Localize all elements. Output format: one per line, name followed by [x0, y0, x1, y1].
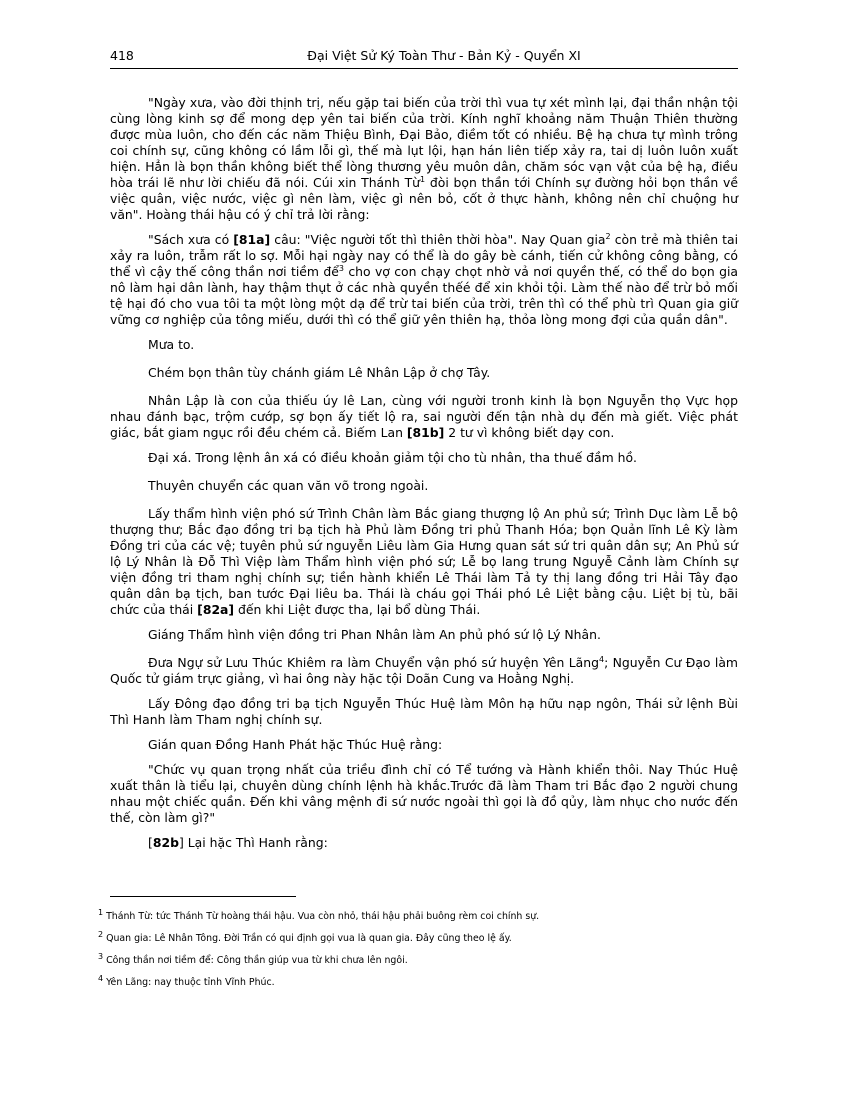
- footnote-3: $^3$ Công thần nơi tiềm để: Công thần giúp vua từ khi chưa lên ngôi.: [98, 951, 408, 966]
- page-ref-82b: 82b: [152, 835, 179, 850]
- paragraph-4: Chém bọn thân tùy chánh giám Lê Nhân Lập ở chợ Tây.: [148, 365, 491, 380]
- footnotes: [98, 907, 738, 998]
- paragraph-1: "Ngày xưa, vào đời thịnh trị, nếu gặp tai biến của trời thì vua tự xét mình lại, đại thần nhận tội cùng lòng kinh sợ để mong dẹp yên tai biến của trời. Kính nghĩ khoảng năm Thuận Thiên thường được mùa luôn, cho đến các năm Thiệu Bình, Đại Bảo, điềm tốt có nhiều. Bệ hạ chưa tự mình trông coi chính sự, cũng không có lầm lỗi gì, thế mà lụt lội, hạn hán liên tiếp xảy ra, tai dị luôn luôn xuất hiện. Hẳn là bọn thần không biết thể lòng thương yêu muôn dân, chăm sóc vạn vật của bệ hạ, điều hòa trái lẽ như lời chiếu đã nói. Cúi xin Thánh Từ$^1$ đòi bọn thần tới Chính sự đường hỏi bọn thần về việc quân, việc nước, việc gì nên làm, việc gì nên bỏ, cốt ở thực hành, không nên chỉ chuộng hư văn". Hoàng thái hậu có ý chỉ trả lời rằng:: [110, 95, 738, 222]
- footnote-ref-2[interactable]: 2: [605, 231, 611, 241]
- footnote-ref-4[interactable]: 4: [599, 654, 605, 664]
- footnote-1: $^1$ Thánh Từ: tức Thánh Từ hoàng thái hậu. Vua còn nhỏ, thái hậu phải buông rèm coi chính sự.: [98, 907, 540, 922]
- paragraph-3: Mưa to.: [148, 337, 195, 352]
- paragraph-5: Nhân Lập là con của thiếu úy lê Lan, cùng với người tronh kinh là bọn Nguyễn thọ Vực họp nhau đánh bạc, trộm cướp, sợ bọn ấy tiết lộ ra, sai người đến tận nhà dụ đến mà giết. Việc phát giác, bắt giam ngục rồi đều chém cả. Biếm Lan [81b] 2 tư vì không biết dạy con.: [110, 393, 738, 440]
- footnote-4: $^4$ Yên Lãng: nay thuộc tỉnh Vĩnh Phúc.: [98, 973, 275, 988]
- footnote-divider: [110, 896, 296, 897]
- page-ref-82a: [82a]: [197, 602, 235, 617]
- paragraph-10: Đưa Ngự sử Lưu Thúc Khiêm ra làm Chuyển vận phó sứ huyện Yên Lãng$^4$; Nguyễn Cư Đạo làm Quốc tử giám trực giảng, vì hai ông này hặc tội Doãn Cung va Hoằng Nghị.: [110, 654, 738, 686]
- running-title: Đại Việt Sử Ký Toàn Thư - Bản Kỷ - Quyển XI: [307, 48, 581, 63]
- paragraph-12: Gián quan Đồng Hanh Phát hặc Thúc Huệ rằng:: [148, 737, 443, 752]
- paragraph-2: "Sách xưa có [81a] câu: "Việc người tốt thì thiên thời hòa". Nay Quan gia$^2$ còn trẻ mà thiên tai xảy ra luôn, trẫm rất lo sợ. Mỗi hại ngày nay có thể là do gây bè cánh, tiến cử không công bằng, có thể vì cậy thế công thần nơi tiềm để$^3$ cho vợ con chạy chọt nhờ vả nơi quyền thế, có thể do bọn gia nô làm hại dân lành, hay thậm thụt ở các nhà quyền thếé để xin khỏi tội. Làm thế nào để trừ bỏ mối tệ hại đó cho vua tôi ta một lòng một dạ để trừ tai biến của trời, trên thì có thể phù trì Quan gia giữ vững cơ nghiệp của tông miếu, dưới thì có thể giữ yên thiên hạ, thỏa lòng mong đợi của quần dân".: [110, 231, 739, 327]
- page-number: 418: [110, 48, 134, 63]
- page-ref-81b: [81b]: [406, 425, 445, 440]
- paragraph-13: "Chức vụ quan trọng nhất của triều đình chỉ có Tể tướng và Hành khiển thôi. Nay Thúc Huệ xuất thân là tiểu lại, chuyên dùng chính lệnh hà khắc.Trước đã làm Tham tri Bắc đạo 2 người chung nhau một chiếc quần. Đến khi vâng mệnh đi sứ nước ngoài thì gọi là đồ qủy, làm nhục cho nước đến thế, còn làm gì?": [110, 762, 738, 825]
- page-ref-81a: [81a]: [233, 232, 271, 247]
- paragraph-8: Lấy thẩm hình viện phó sứ Trình Chân làm Bắc giang thượng lộ An phủ sứ; Trình Dục làm Lễ bộ thượng thư; Bắc đạo đồng tri bạ tịch hà Phủ làm Đồng tri phủ Thanh Hóa; bọn Quản lĩnh Lê Kỳ làm Đồng tri của các vệ; tuyên phủ sứ nguyễn Liêu làm Gia Hưng quan sát sứ tri quân dân sự; An Phủ sứ lộ Lý Nhân là Đỗ Thì Việp làm Thẩm hình viện phó sứ; Lễ bọ lang trung Nguyễ Cảnh làm Chính sự viện đồng tri tham nghị chính sự; tiền hành khiển Lê Thái làm Tả ty thị lang đồng tri Hải Tây đạo quân dân bạ tịch, ban tước Đại liêu ba. Thái là cháu gọi Thái phó Lê Liệt bằng cậu. Liệt bị tù, bãi chức của thái [82a] đến khi Liệt được tha, lại bổ dùng Thái.: [110, 506, 738, 617]
- paragraph-11: Lấy Đông đạo đồng tri bạ tịch Nguyễn Thúc Huệ làm Môn hạ hữu nạp ngôn, Thái sử lệnh Bùi Thì Hanh làm Tham nghị chính sự.: [110, 696, 738, 727]
- footnote-ref-3[interactable]: 3: [338, 263, 344, 273]
- page-header: [110, 48, 738, 69]
- paragraph-14: [82b] Lại hặc Thì Hanh rằng:: [148, 835, 328, 850]
- footnote-2: $^2$ Quan gia: Lê Nhân Tông. Đời Trần có qui định gọi vua là quan gia. Đây cũng theo lệ ấy.: [98, 929, 512, 944]
- footnote-ref-1[interactable]: 1: [420, 174, 426, 184]
- paragraph-7: Thuyên chuyển các quan văn võ trong ngoài.: [148, 478, 429, 493]
- paragraph-6: Đại xá. Trong lệnh ân xá có điều khoản giảm tội cho tù nhân, tha thuế đầm hồ.: [148, 450, 637, 465]
- paragraph-9: Giáng Thẩm hình viện đồng tri Phan Nhân làm An phủ phó sứ lộ Lý Nhân.: [148, 627, 601, 642]
- body-text: [110, 95, 738, 860]
